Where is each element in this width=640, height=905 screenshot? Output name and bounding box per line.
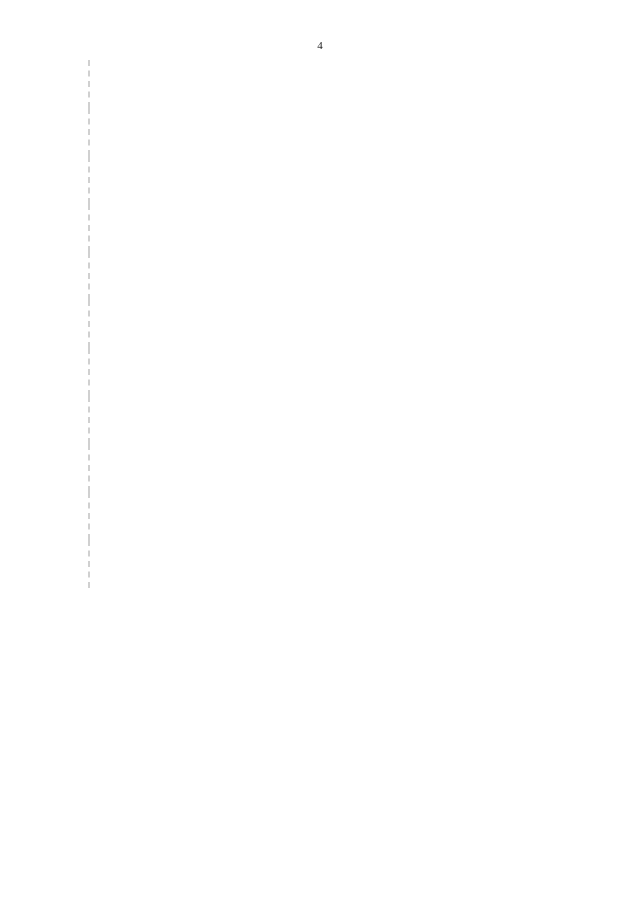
paragraph: [88, 492, 568, 540]
paragraph: [88, 108, 568, 156]
paragraph: [88, 540, 568, 588]
paragraph: [88, 348, 568, 396]
paragraph: [88, 444, 568, 492]
paragraph: [88, 156, 568, 204]
page-number: 4: [317, 40, 323, 52]
paragraph: [88, 60, 568, 108]
paragraph: [88, 396, 568, 444]
paragraph: [88, 300, 568, 348]
document-body: [88, 60, 568, 890]
paragraph: [88, 252, 568, 300]
paragraph: [88, 204, 568, 252]
